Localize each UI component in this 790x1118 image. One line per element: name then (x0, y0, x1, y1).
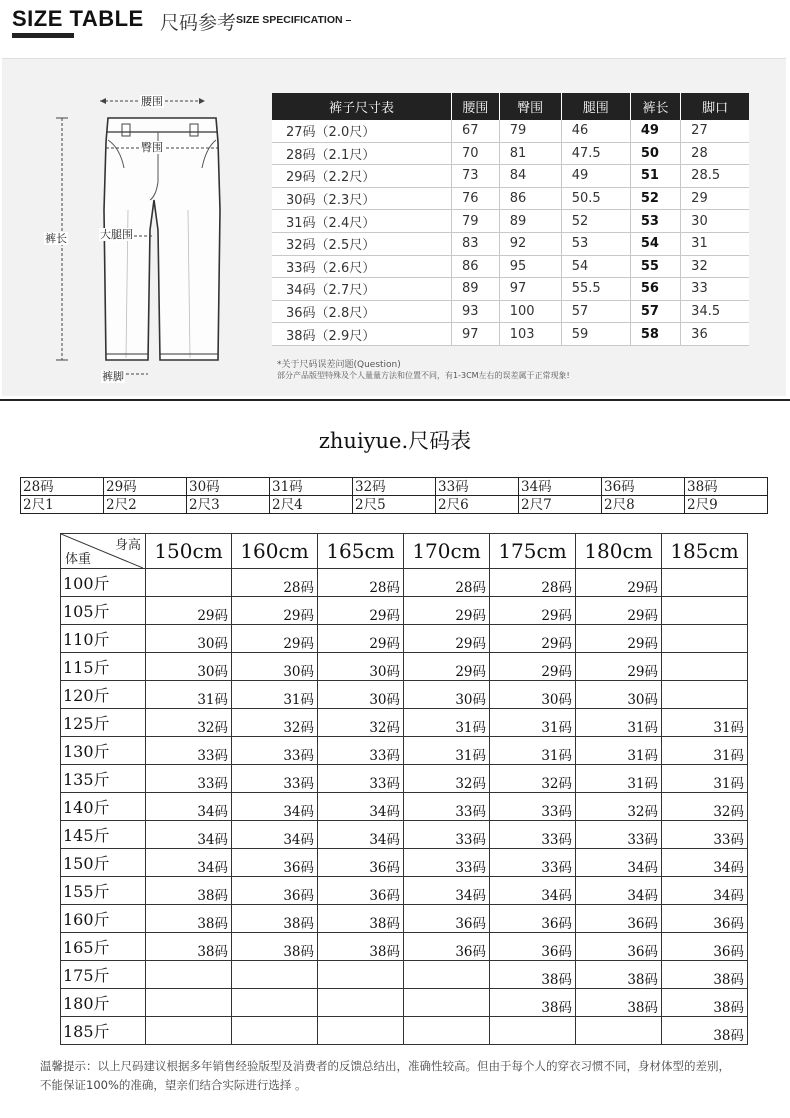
weight-cell: 120斤 (61, 681, 146, 709)
spec-header-row (272, 93, 749, 120)
chart-row (61, 653, 748, 681)
chart-corner-cell (61, 534, 146, 569)
spec-row (272, 278, 749, 301)
size-chi-map-table (20, 477, 768, 514)
weight-cell: 155斤 (61, 877, 146, 905)
size-recommendation-cell: 34码 (576, 877, 662, 905)
size-recommendation-cell: 36码 (576, 905, 662, 933)
spec-row (272, 142, 749, 165)
spec-value-cell: 55 (630, 255, 680, 278)
pants-spec-table (272, 93, 749, 346)
spec-header-cell: 臀围 (499, 93, 561, 120)
size-recommendation-cell: 36码 (232, 849, 318, 877)
chart-row (61, 709, 748, 737)
height-header: 175cm (490, 534, 576, 569)
size-chi-cell: 2尺8 (602, 496, 685, 514)
size-recommendation-cell: 33码 (490, 793, 576, 821)
spec-value-cell: 79 (499, 120, 561, 142)
weight-cell: 160斤 (61, 905, 146, 933)
spec-value-cell: 95 (499, 255, 561, 278)
size-recommendation-cell: 32码 (146, 709, 232, 737)
size-recommendation-cell: 33码 (490, 821, 576, 849)
size-recommendation-cell (662, 681, 748, 709)
size-recommendation-cell: 34码 (318, 793, 404, 821)
spec-value-cell: 54 (561, 255, 630, 278)
spec-value-cell: 89 (499, 210, 561, 233)
spec-value-cell: 89 (452, 278, 500, 301)
size-recommendation-cell (318, 1017, 404, 1045)
spec-row (272, 323, 749, 346)
spec-size-cell: 29码（2.2尺） (272, 165, 452, 188)
size-chi-cell: 2尺4 (270, 496, 353, 514)
size-recommendation-cell (662, 569, 748, 597)
height-header: 180cm (576, 534, 662, 569)
size-recommendation-cell: 32码 (490, 765, 576, 793)
size-code-cell: 33码 (436, 478, 519, 496)
chart-row (61, 737, 748, 765)
height-header: 185cm (662, 534, 748, 569)
spec-value-cell: 55.5 (561, 278, 630, 301)
spec-row (272, 232, 749, 255)
size-recommendation-cell: 32码 (318, 709, 404, 737)
spec-value-cell: 92 (499, 232, 561, 255)
size-chi-cell: 2尺2 (104, 496, 187, 514)
chart-row (61, 793, 748, 821)
weight-cell: 165斤 (61, 933, 146, 961)
weight-cell: 140斤 (61, 793, 146, 821)
size-recommendation-cell: 28码 (490, 569, 576, 597)
weight-cell: 130斤 (61, 737, 146, 765)
chart-row (61, 905, 748, 933)
size-code-cell: 30码 (187, 478, 270, 496)
title-underline (12, 33, 74, 38)
size-recommendation-cell: 31码 (662, 709, 748, 737)
size-recommendation-cell (146, 961, 232, 989)
size-recommendation-cell: 36码 (318, 849, 404, 877)
spec-value-cell: 46 (561, 120, 630, 142)
height-header: 165cm (318, 534, 404, 569)
size-recommendation-cell: 31码 (576, 737, 662, 765)
chart-row (61, 681, 748, 709)
spec-value-cell: 76 (452, 187, 500, 210)
thigh-label: 大腿围 (100, 228, 133, 241)
size-code-cell: 32码 (353, 478, 436, 496)
spec-row (272, 300, 749, 323)
size-recommendation-cell: 36码 (662, 905, 748, 933)
size-recommendation-cell: 31码 (404, 709, 490, 737)
size-recommendation-cell (662, 653, 748, 681)
size-recommendation-cell: 32码 (576, 793, 662, 821)
size-recommendation-cell: 30码 (146, 625, 232, 653)
spec-size-cell: 36码（2.8尺） (272, 300, 452, 323)
size-recommendation-cell: 33码 (232, 737, 318, 765)
size-recommendation-cell (318, 989, 404, 1017)
spec-value-cell: 28 (681, 142, 749, 165)
size-recommendation-cell: 30码 (146, 653, 232, 681)
spec-value-cell: 57 (561, 300, 630, 323)
spec-value-cell: 53 (561, 232, 630, 255)
height-header: 170cm (404, 534, 490, 569)
size-recommendation-cell: 33码 (318, 765, 404, 793)
size-recommendation-cell (146, 569, 232, 597)
size-recommendation-cell: 33码 (490, 849, 576, 877)
size-recommendation-cell: 29码 (404, 625, 490, 653)
size-recommendation-cell: 30码 (490, 681, 576, 709)
size-recommendation-cell: 29码 (232, 597, 318, 625)
spec-value-cell: 54 (630, 232, 680, 255)
weight-cell: 115斤 (61, 653, 146, 681)
chart-row (61, 989, 748, 1017)
chart-header-row (61, 534, 748, 569)
size-recommendation-cell: 31码 (490, 737, 576, 765)
size-chi-cell: 2尺5 (353, 496, 436, 514)
spec-value-cell: 79 (452, 210, 500, 233)
size-recommendation-cell: 31码 (662, 765, 748, 793)
size-recommendation-cell (146, 989, 232, 1017)
size-recommendation-cell: 34码 (662, 877, 748, 905)
weight-cell: 110斤 (61, 625, 146, 653)
size-recommendation-cell: 29码 (576, 625, 662, 653)
size-table-title: SIZE TABLE (12, 6, 144, 31)
size-recommendation-cell (232, 989, 318, 1017)
size-recommendation-cell: 33码 (404, 793, 490, 821)
size-code-cell: 34码 (519, 478, 602, 496)
spec-value-cell: 97 (499, 278, 561, 301)
size-recommendation-cell (318, 961, 404, 989)
weight-cell: 180斤 (61, 989, 146, 1017)
size-recommendation-cell (576, 1017, 662, 1045)
hip-label: 臀围 (141, 141, 163, 154)
height-axis-label: 身高 (114, 538, 141, 553)
size-recommendation-cell: 29码 (146, 597, 232, 625)
error-note-text: 部分产品版型特殊及个人量量方法和位置不同，有1-3CM左右的误差属于正常现象! (277, 371, 570, 380)
size-recommendation-cell: 38码 (146, 877, 232, 905)
size-code-cell: 36码 (602, 478, 685, 496)
size-recommendation-cell: 31码 (576, 765, 662, 793)
spec-value-cell: 59 (561, 323, 630, 346)
spec-value-cell: 49 (561, 165, 630, 188)
height-header: 160cm (232, 534, 318, 569)
spec-size-cell: 28码（2.1尺） (272, 142, 452, 165)
size-recommendation-cell: 36码 (404, 905, 490, 933)
length-label: 裤长 (45, 232, 67, 245)
size-recommendation-cell: 33码 (232, 765, 318, 793)
size-code-cell: 31码 (270, 478, 353, 496)
spec-header-cell: 裤子尺寸表 (272, 93, 452, 120)
spec-value-cell: 31 (681, 232, 749, 255)
size-recommendation-cell: 38码 (232, 905, 318, 933)
size-recommendation-cell: 38码 (490, 961, 576, 989)
size-recommendation-cell (232, 961, 318, 989)
size-recommendation-cell: 34码 (232, 821, 318, 849)
size-recommendation-cell: 36码 (662, 933, 748, 961)
chart-row (61, 877, 748, 905)
size-recommendation-cell: 29码 (490, 653, 576, 681)
size-recommendation-cell: 31码 (576, 709, 662, 737)
size-recommendation-cell: 29码 (576, 569, 662, 597)
size-recommendation-cell: 30码 (576, 681, 662, 709)
size-recommendation-cell: 29码 (318, 625, 404, 653)
size-recommendation-cell: 30码 (318, 653, 404, 681)
weight-cell: 145斤 (61, 821, 146, 849)
height-header: 150cm (146, 534, 232, 569)
size-recommendation-cell: 31码 (146, 681, 232, 709)
size-recommendation-cell: 34码 (232, 793, 318, 821)
weight-cell: 175斤 (61, 961, 146, 989)
weight-cell: 105斤 (61, 597, 146, 625)
size-recommendation-cell: 31码 (404, 737, 490, 765)
spec-value-cell: 34.5 (681, 300, 749, 323)
size-recommendation-cell: 31码 (490, 709, 576, 737)
size-recommendation-cell: 34码 (146, 821, 232, 849)
size-recommendation-cell: 33码 (146, 765, 232, 793)
weight-cell: 100斤 (61, 569, 146, 597)
spec-size-cell: 30码（2.3尺） (272, 187, 452, 210)
size-recommendation-cell: 36码 (490, 933, 576, 961)
spec-size-cell: 33码（2.6尺） (272, 255, 452, 278)
spec-value-cell: 33 (681, 278, 749, 301)
weight-cell: 125斤 (61, 709, 146, 737)
size-recommendation-cell: 29码 (404, 597, 490, 625)
size-recommendation-cell: 38码 (232, 933, 318, 961)
spec-value-cell: 57 (630, 300, 680, 323)
size-specification-subtitle: SIZE SPECIFICATION – (236, 14, 352, 26)
size-recommendation-cell (404, 989, 490, 1017)
spec-value-cell: 30 (681, 210, 749, 233)
size-recommendation-cell: 38码 (662, 1017, 748, 1045)
spec-value-cell: 86 (499, 187, 561, 210)
spec-size-cell: 31码（2.4尺） (272, 210, 452, 233)
spec-value-cell: 70 (452, 142, 500, 165)
height-weight-size-chart (60, 533, 748, 1045)
spec-value-cell: 52 (630, 187, 680, 210)
hem-label: 裤脚 (102, 370, 124, 383)
size-code-row (21, 478, 768, 496)
spec-value-cell: 73 (452, 165, 500, 188)
spec-header-cell: 腰围 (452, 93, 500, 120)
spec-size-cell: 34码（2.7尺） (272, 278, 452, 301)
size-recommendation-cell: 33码 (318, 737, 404, 765)
spec-value-cell: 51 (630, 165, 680, 188)
size-recommendation-cell: 33码 (146, 737, 232, 765)
size-recommendation-cell: 29码 (576, 597, 662, 625)
chart-row (61, 1017, 748, 1045)
spec-value-cell: 32 (681, 255, 749, 278)
size-recommendation-cell: 28码 (232, 569, 318, 597)
tip-text-line2: 不能保证100%的准确，望亲们结合实际进行选择 。 (40, 1078, 307, 1092)
chart-row (61, 765, 748, 793)
size-recommendation-cell: 36码 (576, 933, 662, 961)
chart-row (61, 625, 748, 653)
spec-value-cell: 28.5 (681, 165, 749, 188)
size-recommendation-cell: 29码 (490, 597, 576, 625)
spec-row (272, 210, 749, 233)
size-recommendation-cell: 32码 (232, 709, 318, 737)
waist-label: 腰围 (141, 95, 163, 108)
chart-row (61, 933, 748, 961)
size-chi-row (21, 496, 768, 514)
size-recommendation-cell: 38码 (146, 933, 232, 961)
size-recommendation-cell: 29码 (232, 625, 318, 653)
spec-header-cell: 脚口 (681, 93, 749, 120)
spec-value-cell: 67 (452, 120, 500, 142)
chart-row (61, 961, 748, 989)
size-recommendation-cell: 28码 (318, 569, 404, 597)
size-recommendation-cell: 36码 (232, 877, 318, 905)
size-recommendation-cell (490, 1017, 576, 1045)
spec-row (272, 165, 749, 188)
size-chi-cell: 2尺7 (519, 496, 602, 514)
size-recommendation-cell: 34码 (146, 849, 232, 877)
size-chi-cell: 2尺1 (21, 496, 104, 514)
pants-diagram (40, 90, 250, 390)
size-recommendation-cell: 32码 (662, 793, 748, 821)
size-recommendation-cell: 38码 (576, 989, 662, 1017)
spec-value-cell: 81 (499, 142, 561, 165)
size-recommendation-cell: 34码 (490, 877, 576, 905)
spec-value-cell: 86 (452, 255, 500, 278)
chart-row (61, 849, 748, 877)
size-recommendation-cell: 38码 (490, 989, 576, 1017)
size-recommendation-cell: 38码 (662, 961, 748, 989)
size-code-cell: 29码 (104, 478, 187, 496)
size-recommendation-cell: 38码 (576, 961, 662, 989)
spec-value-cell: 29 (681, 187, 749, 210)
weight-cell: 150斤 (61, 849, 146, 877)
size-chi-cell: 2尺3 (187, 496, 270, 514)
chart-row (61, 569, 748, 597)
chart-row (61, 821, 748, 849)
spec-header-cell: 腿围 (561, 93, 630, 120)
size-recommendation-cell (404, 1017, 490, 1045)
weight-cell: 135斤 (61, 765, 146, 793)
size-recommendation-cell: 33码 (576, 821, 662, 849)
size-reference-title: 尺码参考 (160, 12, 237, 34)
spec-value-cell: 103 (499, 323, 561, 346)
size-recommendation-cell (662, 597, 748, 625)
size-recommendation-cell: 33码 (404, 821, 490, 849)
size-code-cell: 38码 (685, 478, 768, 496)
size-recommendation-cell: 34码 (404, 877, 490, 905)
size-recommendation-cell: 38码 (662, 989, 748, 1017)
size-recommendation-cell: 30码 (404, 681, 490, 709)
section-divider (0, 399, 790, 401)
size-recommendation-cell: 36码 (318, 877, 404, 905)
spec-value-cell: 49 (630, 120, 680, 142)
size-recommendation-cell: 30码 (318, 681, 404, 709)
size-recommendation-cell: 30码 (232, 653, 318, 681)
size-recommendation-cell: 33码 (662, 821, 748, 849)
chart-row (61, 597, 748, 625)
size-recommendation-cell: 36码 (404, 933, 490, 961)
size-recommendation-cell: 29码 (404, 653, 490, 681)
size-recommendation-cell: 31码 (232, 681, 318, 709)
size-recommendation-cell: 29码 (318, 597, 404, 625)
spec-value-cell: 47.5 (561, 142, 630, 165)
spec-value-cell: 93 (452, 300, 500, 323)
size-recommendation-cell: 36码 (490, 905, 576, 933)
spec-value-cell: 83 (452, 232, 500, 255)
size-chi-cell: 2尺9 (685, 496, 768, 514)
spec-row (272, 187, 749, 210)
size-recommendation-cell: 34码 (146, 793, 232, 821)
size-recommendation-cell: 34码 (318, 821, 404, 849)
spec-value-cell: 56 (630, 278, 680, 301)
brand-size-title: zhuiyue.尺码表 (318, 429, 472, 453)
size-recommendation-cell: 29码 (490, 625, 576, 653)
spec-value-cell: 84 (499, 165, 561, 188)
size-recommendation-cell (404, 961, 490, 989)
size-recommendation-cell: 38码 (146, 905, 232, 933)
size-recommendation-cell (146, 1017, 232, 1045)
spec-value-cell: 52 (561, 210, 630, 233)
size-code-cell: 28码 (21, 478, 104, 496)
spec-value-cell: 58 (630, 323, 680, 346)
spec-row (272, 255, 749, 278)
weight-axis-label: 体重 (65, 552, 92, 567)
spec-value-cell: 50 (630, 142, 680, 165)
size-recommendation-cell: 38码 (318, 933, 404, 961)
spec-value-cell: 50.5 (561, 187, 630, 210)
spec-row (272, 120, 749, 142)
size-chi-cell: 2尺6 (436, 496, 519, 514)
size-recommendation-cell: 38码 (318, 905, 404, 933)
size-recommendation-cell (662, 625, 748, 653)
spec-header-cell: 裤长 (630, 93, 680, 120)
size-recommendation-cell: 28码 (404, 569, 490, 597)
weight-cell: 185斤 (61, 1017, 146, 1045)
spec-value-cell: 27 (681, 120, 749, 142)
spec-value-cell: 100 (499, 300, 561, 323)
size-recommendation-cell: 31码 (662, 737, 748, 765)
size-recommendation-cell: 34码 (662, 849, 748, 877)
size-recommendation-cell: 32码 (404, 765, 490, 793)
size-recommendation-cell: 29码 (576, 653, 662, 681)
tip-text-line1: 温馨提示：以上尺码建议根据多年销售经验版型及消费者的反馈总结出，准确性较高。但由于每个人的穿衣习惯不同，身材体型的差别， (40, 1059, 730, 1073)
spec-value-cell: 53 (630, 210, 680, 233)
spec-value-cell: 36 (681, 323, 749, 346)
spec-value-cell: 97 (452, 323, 500, 346)
size-recommendation-cell: 33码 (404, 849, 490, 877)
spec-size-cell: 32码（2.5尺） (272, 232, 452, 255)
size-recommendation-cell (232, 1017, 318, 1045)
spec-size-cell: 38码（2.9尺） (272, 323, 452, 346)
error-note-title: *关于尺码误差问题(Question) (277, 360, 401, 370)
size-recommendation-cell: 34码 (576, 849, 662, 877)
spec-size-cell: 27码（2.0尺） (272, 120, 452, 142)
